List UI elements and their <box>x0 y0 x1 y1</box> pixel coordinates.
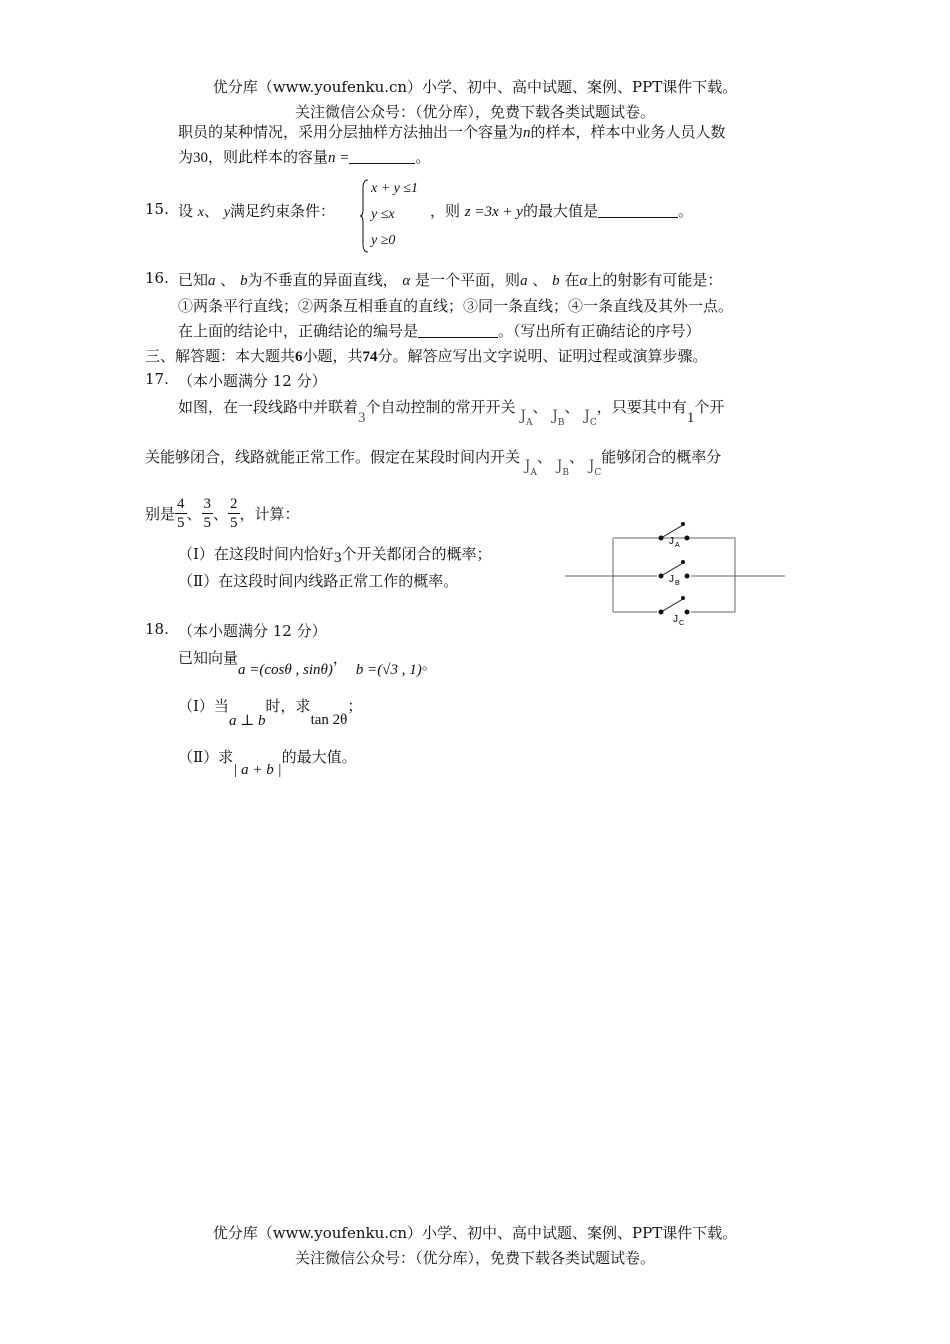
svg-text:J: J <box>673 614 678 625</box>
q15-intro: 设 x、 y满足约束条件： <box>178 202 336 220</box>
q17-part-2: （Ⅱ）在这段时间内线路正常工作的概率。 <box>178 572 459 590</box>
q16-line-1: 已知a 、 b为不垂直的异面直线， α 是一个平面，则a 、 b 在α上的射影有可能是： <box>178 271 723 289</box>
q18-number: 18. <box>145 620 169 638</box>
constraint-1: x + y ≤1 <box>371 181 419 196</box>
switch-b <box>657 560 691 587</box>
q17-number: 17. <box>145 370 169 388</box>
parallel-circuit-diagram <box>565 518 790 628</box>
svg-text:A: A <box>675 542 680 549</box>
q18-given: 已知向量a =(cosθ , sinθ)，b =(√3 , 1)。 <box>178 649 437 678</box>
q18-score: （本小题满分 12 分） <box>178 622 327 640</box>
q16-line-2: ①两条平行直线；②两条互相垂直的直线；③同一条直线；④一条直线及其外一点。 <box>178 297 734 315</box>
constraint-2: y ≤x <box>371 207 395 222</box>
q17-para-3: 别是 $\frac{4}{5}$ 、 $\frac{3}{5}$ 、 $\frac{2}{5}$ ，计算： <box>145 496 300 531</box>
q17-para-2: 关能够闭合，线路就能正常工作。假定在某段时间内开关 $J_A$、 $J_B$、 $J_C$能够闭合的概率分 <box>145 448 722 478</box>
q17-part-1: （Ⅰ）在这段时间内恰好3个开关都闭合的概率； <box>178 545 492 566</box>
q18-part-2: （Ⅱ）求| a + b |的最大值。 <box>178 748 357 778</box>
svg-text:B: B <box>675 580 680 587</box>
svg-text:J: J <box>669 536 674 547</box>
q14-line-2: 为30，则此样本的容量n = 。 <box>178 148 431 166</box>
fraction-2-5: $\frac{2}{5}$ <box>230 496 238 531</box>
q15-objective: ，则 z =3x + y的最大值是 。 <box>430 202 693 220</box>
q16-number: 16. <box>145 269 169 287</box>
constraint-3: y ≥0 <box>371 233 396 248</box>
svg-text:J: J <box>669 574 674 585</box>
footer-line-2: 关注微信公众号：（优分库），免费下载各类试题试卷。 <box>294 1249 655 1267</box>
footer-line-1: 优分库（www.youfenku.cn）小学、初中、高中试题、案例、PPT课件下载。 <box>212 1224 738 1242</box>
switch-a <box>613 522 735 549</box>
fraction-4-5: $\frac{4}{5}$ <box>177 496 185 531</box>
q15-number: 15. <box>145 200 169 218</box>
constraint-brace <box>360 178 370 254</box>
q18-part-1: （Ⅰ）当a ⊥ b时，求tan 2θ； <box>178 697 363 729</box>
fraction-3-5: $\frac{3}{5}$ <box>203 496 212 531</box>
answer-blank <box>349 148 415 164</box>
q17-score: （本小题满分 12 分） <box>178 372 327 390</box>
answer-blank <box>598 202 678 218</box>
q16-line-3: 在上面的结论中，正确结论的编号是 。（写出所有正确结论的序号） <box>178 322 701 340</box>
switch-c <box>657 596 691 627</box>
answer-blank <box>418 322 498 338</box>
svg-text:C: C <box>679 620 685 627</box>
section-3-heading: 三、解答题：本大题共6小题，共74分。解答应写出文字说明、证明过程或演算步骤。 <box>145 347 708 365</box>
header-line-1: 优分库（www.youfenku.cn）小学、初中、高中试题、案例、PPT课件下载。 <box>212 78 738 96</box>
q14-line-1: 职员的某种情况，采用分层抽样方法抽出一个容量为n的样本，样本中业务人员人数 <box>178 123 726 141</box>
header-line-2: 关注微信公众号：（优分库），免费下载各类试题试卷。 <box>294 103 655 121</box>
q17-para-1: 如图，在一段线路中并联着3个自动控制的常开开关 $J_A$、 $J_B$、 $J_C$，只要其中有1个开 <box>178 398 725 428</box>
